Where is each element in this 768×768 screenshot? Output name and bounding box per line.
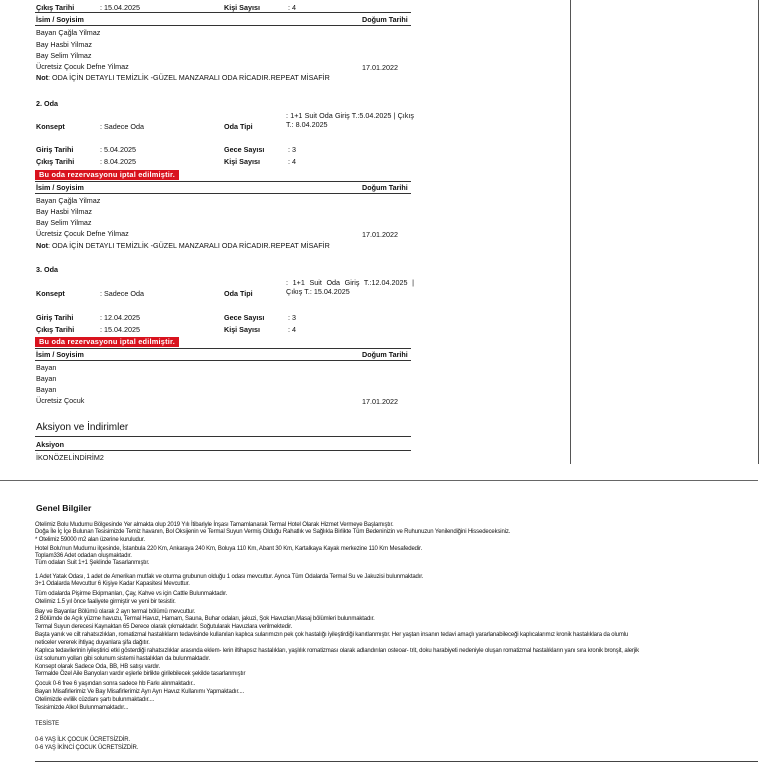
general-info-line: Termal Suyun derecesi Kaynaktan 65 Derece olarak çıkmaktadır. Soğutularak Havuzlara verilmektedir. — [35, 624, 293, 630]
general-info-line: Toplam336 Adet odadan oluşmaktadır. — [35, 553, 132, 559]
checkin-value: : 12.04.2025 — [100, 313, 140, 322]
room-type-value: : 1+1 Suit Oda Giriş T.:5.04.2025 | Çıkış T.: 8.04.2025 — [286, 111, 414, 129]
general-title: Genel Bilgiler — [36, 503, 92, 513]
divider — [35, 436, 411, 437]
checkout-value: : 15.04.2025 — [100, 3, 140, 12]
guest-header-name: İsim / Soyisim — [36, 350, 84, 359]
general-info-line: 3+1 Odalarda Mevcuttur 6 Kişiye Kadar Kapasitesi Mevcuttur. — [35, 581, 190, 587]
guest-header-dob: Doğum Tarihi — [362, 183, 408, 192]
general-info-line: 0-6 YAŞ İLK ÇOCUK ÜCRETSİZDİR. — [35, 737, 130, 743]
guest-name: Bayan Çağla Yilmaz — [36, 196, 101, 205]
note-text: : ODA İÇİN DETAYLI TEMİZLİK -GÜZEL MANZARALI ODA RİCADIR.REPEAT MİSAFİR — [47, 241, 330, 250]
divider — [35, 181, 411, 182]
room-type-label: Oda Tipi — [224, 289, 253, 298]
section-divider — [0, 480, 758, 481]
persons-label: Kişi Sayısı — [224, 325, 260, 334]
actions-value: İKONÖZELİNDİRİM2 — [36, 453, 104, 462]
general-info-line: Konsept olarak Sadece Oda, BB, HB satışı vardır. — [35, 664, 161, 670]
room-type-label: Oda Tipi — [224, 122, 253, 131]
checkout-value: : 15.04.2025 — [100, 325, 140, 334]
guest-dob: 17.01.2022 — [362, 230, 398, 239]
divider — [35, 193, 411, 194]
divider — [35, 12, 411, 13]
note-label: Not — [36, 73, 48, 82]
nights-value: : 3 — [288, 145, 296, 154]
guest-name: Bay Selim Yilmaz — [36, 218, 92, 227]
guest-header-dob: Doğum Tarihi — [362, 15, 408, 24]
checkout-label: Çıkış Tarihi — [36, 157, 75, 166]
divider — [35, 25, 411, 26]
concept-value: : Sadece Oda — [100, 122, 144, 131]
general-info-line: Tüm odalarda Pişirme Ekipmanları, Çay, Kahve vs için Cattle Bulunmaktadır. — [35, 591, 228, 597]
general-info-line: Otelimiz Bolu Mudurnu Bölgesinde Yer almakta olup 2019 Yılı İtibariyle İnşası Tamamlanarak Termal Hotel Olarak Hizmet Vermeye Başlamıştır. — [35, 522, 394, 528]
actions-title: Aksiyon ve İndirimler — [36, 422, 129, 433]
general-info-line: Çocuk 0-6 free 6 yaşından sonra sadece hb Farkı alınmaktadır.. — [35, 681, 196, 687]
general-info-line: Tesisimizde Alkol Bulunmamaktadır... — [35, 705, 129, 711]
checkin-value: : 5.04.2025 — [100, 145, 136, 154]
guest-name: Bayan — [36, 363, 57, 372]
checkout-label: Çıkış Tarihi — [36, 3, 75, 12]
general-info-line: Otelimizde evlilik cüzdanı şartı bulunmaktadır.... — [35, 697, 155, 703]
divider — [35, 348, 411, 349]
guest-name: Bay Hasbi Yilmaz — [36, 40, 92, 49]
general-info-line: neticeler vererek ihtiyaç duyanlara şifa dağıtır. — [35, 640, 150, 646]
checkout-value: : 8.04.2025 — [100, 157, 136, 166]
page-bottom-rule — [35, 761, 758, 762]
divider — [35, 360, 411, 361]
general-info-line: 2 Bölümde de Açık yüzme havuzu, Termal Havuz, Hamam, Sauna, Buhar odaları, jakuzi, Şok Havuzları,Masaj bölümleri bulunmaktadır. — [35, 616, 375, 622]
note-text: : ODA İÇİN DETAYLI TEMİZLİK -GÜZEL MANZARALI ODA RİCADIR.REPEAT MİSAFİR — [47, 73, 330, 82]
nights-value: : 3 — [288, 313, 296, 322]
general-info-line: Kaplıca tedavilerinin iyileştirici etki gösterdiği rahatsızlıklar arasında eklem- lerin iltihapsız hastalıkları, yaşlılık romatizması olarak adlandırılan osteoar- trit, doku harabiyeti nedeniyle oluşan romatizmal hastalıkların yanı sıra kronik bronşit, alerjik — [35, 648, 639, 654]
general-info-line: üst solunum yolları gibi solunum sistemi hastalıkları da bulunmaktadır. — [35, 656, 211, 662]
guest-header-name: İsim / Soyisim — [36, 183, 84, 192]
general-info-line: Bay ve Bayanlar Bölümü olarak 2 ayrı termal bölümü mevcuttur. — [35, 609, 196, 615]
note — [36, 241, 330, 250]
persons-value: : 4 — [288, 3, 296, 12]
nights-label: Gece Sayısı — [224, 145, 265, 154]
checkin-label: Giriş Tarihi — [36, 313, 74, 322]
nights-label: Gece Sayısı — [224, 313, 265, 322]
note — [36, 73, 330, 82]
note-label: Not — [36, 241, 48, 250]
guest-name: Bay Hasbi Yilmaz — [36, 207, 92, 216]
general-info-line: Hotel Bolu'nun Mudurnu ilçesinde, İstanbula 220 Km, Ankaraya 240 Km, Boluya 110 Km, Abant 30 Km, Kartalkaya Kayak merkezine 110 Km Mesafededir. — [35, 546, 423, 552]
persons-value: : 4 — [288, 325, 296, 334]
guest-name: Bayan — [36, 374, 57, 383]
page-right-border — [758, 0, 759, 464]
general-info-line: TESİSTE — [35, 721, 59, 727]
checkin-label: Giriş Tarihi — [36, 145, 74, 154]
room-type-value: : 1+1 Suit Oda Giriş T.:12.04.2025 | Çıkış T.: 15.04.2025 — [286, 278, 414, 296]
guest-name: Bay Selim Yilmaz — [36, 51, 92, 60]
cancelled-badge: Bu oda rezervasyonu iptal edilmiştir. — [35, 337, 179, 347]
guest-header-dob: Doğum Tarihi — [362, 350, 408, 359]
guest-dob: 17.01.2022 — [362, 63, 398, 72]
general-info-line: Tüm odaları Suit 1+1 Şeklinde Tasarlanmıştır. — [35, 560, 150, 566]
general-info-line: Başta yanık ve cilt rahatsızlıkları, romatizmal hastalıkların tedavisinde kullanılan kaplıca sularımızın pek çok hastalığı iyileştirdiği kanıtlanmıştır. Her yaştan insanın tedavi amaçlı yararlanabileceği kaplıcalarımız kronik hastalıklara da olumlu — [35, 632, 629, 638]
concept-value: : Sadece Oda — [100, 289, 144, 298]
general-info-line: Otelimiz 1.5 yıl önce faaliyete girmiştir ve yeni bir tesistir. — [35, 599, 176, 605]
general-info-line: * Otelimiz 59000 m2 alan üzerine kuruludur. — [35, 537, 145, 543]
guest-header-name: İsim / Soyisim — [36, 15, 84, 24]
guest-name: Ücretsiz Çocuk Defne Yilmaz — [36, 62, 129, 71]
guest-name: Ücretsiz Çocuk — [36, 396, 85, 405]
concept-label: Konsept — [36, 122, 65, 131]
persons-label: Kişi Sayısı — [224, 3, 260, 12]
guest-dob: 17.01.2022 — [362, 397, 398, 406]
persons-label: Kişi Sayısı — [224, 157, 260, 166]
general-info-line: 1 Adet Yatak Odası, 1 adet de Amerikan mutfak ve oturma grubunun olduğu 1 odası mevcuttur. Ayrıca Tüm Odalarda Termal Su ve Jakuzisi bulunmaktadır. — [35, 574, 424, 580]
guest-name: Bayan — [36, 385, 57, 394]
general-info-line: Bayan Misafirlerimiz Ve Bay Misafirlerimiz Ayrı Ayrı Havuz Kullanımı Yapmaktadır.... — [35, 689, 245, 695]
cancelled-badge: Bu oda rezervasyonu iptal edilmiştir. — [35, 170, 179, 180]
room-title: 3. Oda — [36, 265, 58, 274]
guest-name: Bayan Çağla Yilmaz — [36, 28, 101, 37]
room-title: 2. Oda — [36, 99, 58, 108]
guest-name: Ücretsiz Çocuk Defne Yilmaz — [36, 229, 129, 238]
checkout-label: Çıkış Tarihi — [36, 325, 75, 334]
concept-label: Konsept — [36, 289, 65, 298]
right-column-divider — [570, 0, 571, 464]
general-info-line: 0-6 YAŞ İKİNCİ ÇOCUK ÜCRETSİZDİR. — [35, 745, 139, 751]
general-info-line: Termalde Özel Aile Banyoları vardır eşlerle birlikte girilebilecek şekilde tasarlanmıştır — [35, 671, 246, 677]
actions-column-header: Aksiyon — [36, 440, 64, 449]
persons-value: : 4 — [288, 157, 296, 166]
divider — [35, 450, 411, 451]
general-info-line: Doğa İle İç İçe Bulunan Tesisimizde Temiz havanın, Bol Oksijenin ve Termal Suyun Vermiş Olduğu Rahatlık ve Sağlıkla Birlikte Tüm Bedeninizin ve Ruhunuzun Yenilendiğini Hissedeceksiniz. — [35, 529, 511, 535]
